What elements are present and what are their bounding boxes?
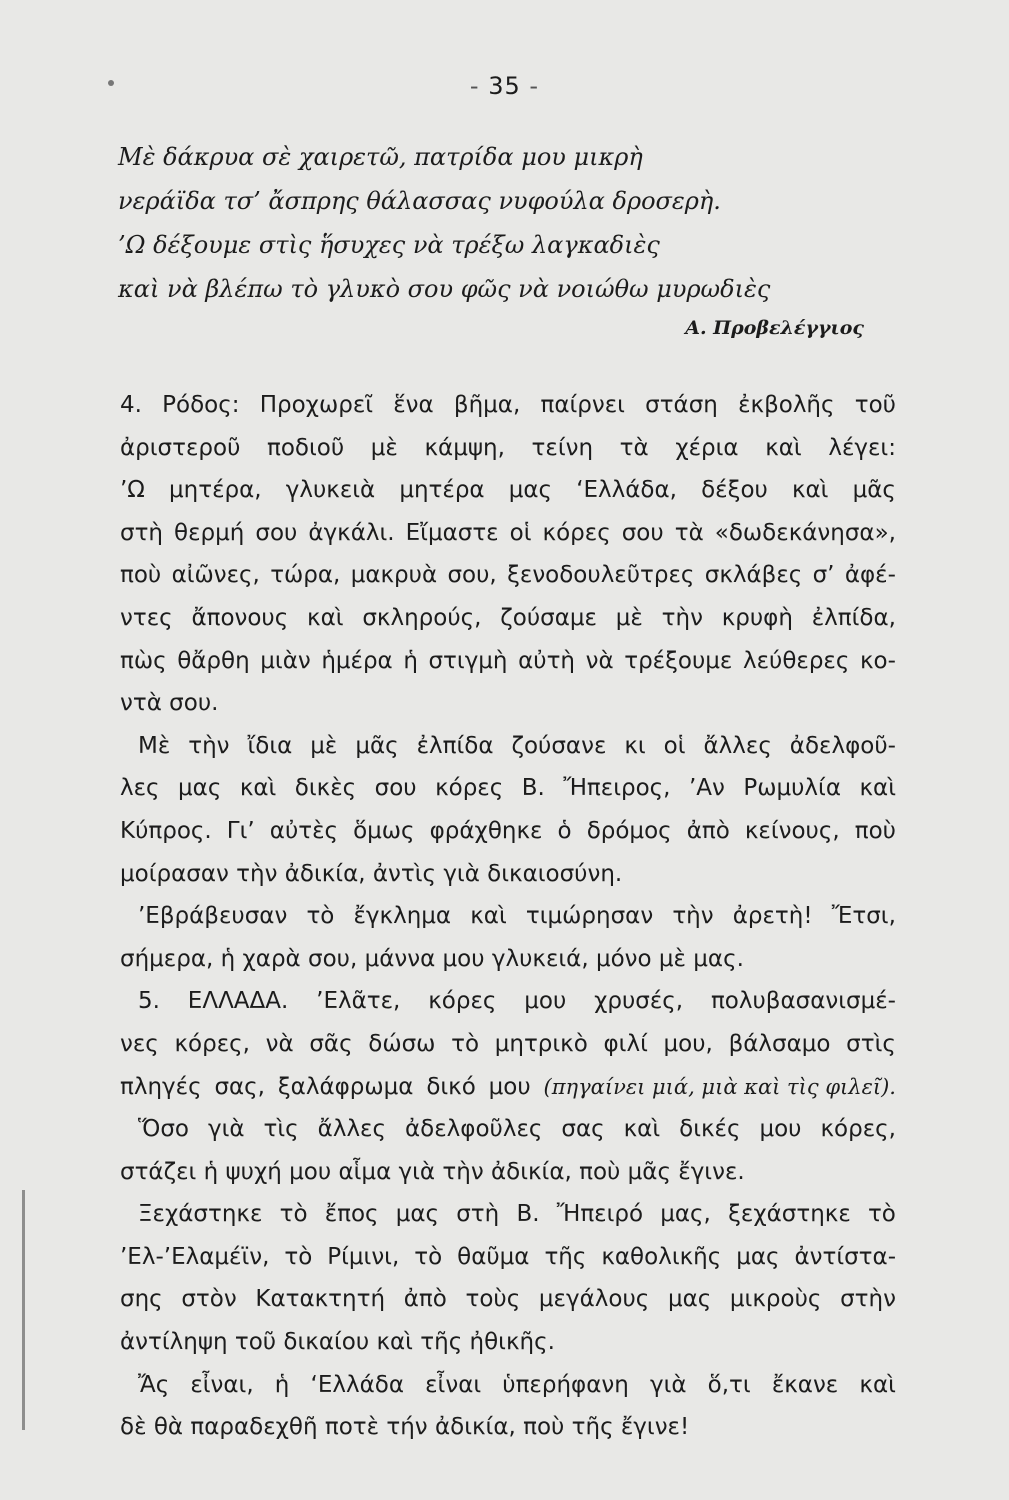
paragraph	[120, 1364, 896, 1449]
text-line: Μὲ τὴν ἴδια μὲ μᾶς ἐλπίδα ζούσανε κι οἱ ἄλλες ἀδελφοῦ-	[138, 732, 896, 759]
text-line: Ξεχάστηκε τὸ ἔπος μας στὴ Β. Ἤπειρό μας, ξεχάστηκε τὸ	[138, 1201, 896, 1228]
text-line: σης στὸν Κατακτητή ἀπὸ τοὺς μεγάλους μας μικροὺς στὴν	[120, 1286, 896, 1313]
text-line: ’Ω μητέρα, γλυκειὰ μητέρα μας ‘Ελλάδα, δέξου καὶ μᾶς	[120, 477, 896, 504]
paragraph	[120, 1108, 896, 1193]
text-line: δὲ θὰ παραδεχθῆ ποτὲ τήν ἀδικία, ποὺ τῆς ἔγινε!	[120, 1414, 690, 1441]
poem-line: ’Ω δέξουμε στὶς ἥσυχες νὰ τρέξω λαγκαδιὲς	[118, 231, 660, 259]
stage-direction: (πηγαίνει μιά, μιὰ καὶ τὶς φιλεῖ).	[543, 1074, 896, 1099]
text-line: σήμερα, ἡ χαρὰ σου, μάννα μου γλυκειά, μόνο μὲ μας.	[120, 945, 744, 972]
poem-line: Μὲ δάκρυα σὲ χαιρετῶ, πατρίδα μου μικρὴ	[118, 143, 643, 171]
print-speck	[108, 80, 114, 86]
paragraph	[120, 384, 896, 725]
text-line: λες μας καὶ δικὲς σου κόρες Β. Ἤπειρος, ’Αν Ρωμυλία καὶ	[120, 775, 896, 802]
text-line: ἀριστεροῦ ποδιοῦ μὲ κάμψη, τείνη τὰ χέρια καὶ λέγει:	[120, 434, 896, 461]
text-line: Ἄς εἶναι, ἡ ‘Ελλάδα εἶναι ὑπερήφανη γιὰ ὅ,τι ἔκανε καὶ	[138, 1371, 896, 1398]
body-text	[120, 384, 896, 1449]
text-line: 4. Ρόδος: Προχωρεῖ ἕνα βῆμα, παίρνει στάση ἐκβολῆς τοῦ	[120, 392, 896, 418]
text-line: πὼς θἄρθη μιὰν ἡμέρα ἡ στιγμὴ αὐτὴ νὰ τρέξουμε λεύθερες κο-	[120, 647, 896, 674]
poem-excerpt	[118, 135, 898, 339]
text-line: πληγές σας, ξαλάφρωμα δικό μου (πηγαίνει μιά, μιὰ καὶ τὶς φιλεῖ).	[120, 1066, 896, 1109]
text-line: νες κόρες, νὰ σᾶς δώσω τὸ μητρικὸ φιλί μου, βάλσαμο στὶς	[120, 1030, 896, 1057]
paragraph	[120, 725, 896, 895]
text-line: ’Ελ-’Ελαμέϊν, τὸ Ρίμινι, τὸ θαῦμα τῆς καθολικῆς μας ἀντίστα-	[120, 1243, 896, 1270]
text-line: στὴ θερμή σου ἀγκάλι. Εἴμαστε οἱ κόρες σου τὰ «δωδεκάνησα»,	[120, 519, 896, 546]
paragraph	[120, 895, 896, 980]
text-line: Ὅσο γιὰ τὶς ἄλλες ἀδελφοῦλες σας καὶ δικές μου κόρες,	[138, 1116, 896, 1143]
text-line: Κύπρος. Γι’ αὐτὲς ὅμως φράχθηκε ὁ δρόμος ἀπὸ κείνους, ποὺ	[120, 817, 896, 844]
paragraph	[120, 1193, 896, 1363]
text-line: ’Εβράβευσαν τὸ ἔγκλημα καὶ τιμώρησαν τὴν ἀρετὴ! Ἔτσι,	[138, 903, 896, 930]
binding-edge	[0, 1190, 25, 1430]
text-line: 5. ΕΛΛΑΔΑ. ’Ελᾶτε, κόρες μου χρυσές, πολυβασανισμέ-	[138, 988, 896, 1015]
text-line: ἀντίληψη τοῦ δικαίου καὶ τῆς ἠθικῆς.	[120, 1329, 555, 1356]
paragraph	[120, 980, 896, 1108]
text-line: ντες ἄπονους καὶ σκληρούς, ζούσαμε μὲ τὴν κρυφὴ ἐλπίδα,	[120, 604, 896, 631]
poem-line: νεράϊδα τσ’ ἄσπρης θάλασσας νυφούλα δροσερὴ.	[118, 187, 721, 215]
text-line: στάζει ἡ ψυχή μου αἷμα γιὰ τὴν ἀδικία, ποὺ μᾶς ἔγινε.	[120, 1158, 745, 1185]
text-line: ντὰ σου.	[120, 690, 219, 717]
text-line: ποὺ αἰῶνες, τώρα, μακρυὰ σου, ξενοδουλεῦτρες σκλάβες σ’ ἀφέ-	[120, 562, 896, 589]
poem-author: Α. Προβελέγγιος	[685, 317, 864, 339]
text-line: μοίρασαν τὴν ἀδικία, ἀντὶς γιὰ δικαιοσύνη.	[120, 860, 623, 887]
poem-line: καὶ νὰ βλέπω τὸ γλυκὸ σου φῶς νὰ νοιώθω μυρωδιὲς	[118, 275, 771, 303]
page-number: - 35 -	[469, 72, 540, 100]
